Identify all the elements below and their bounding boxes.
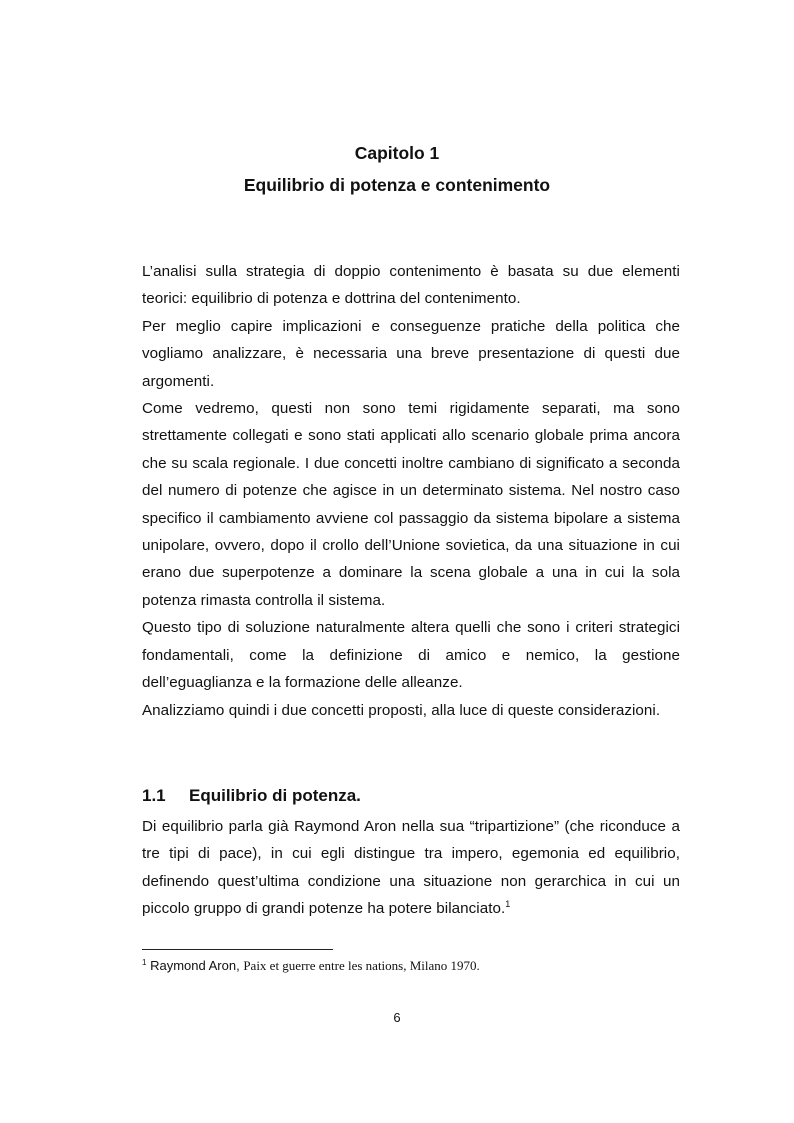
footnote-text: Paix et guerre entre les nations, Milano 1970. bbox=[243, 958, 480, 973]
paragraph: Analizziamo quindi i due concetti proposti, alla luce di queste considerazioni. bbox=[142, 701, 661, 719]
footnote-reference[interactable]: 1 bbox=[505, 899, 511, 910]
footnote-author: Raymond Aron, bbox=[150, 958, 240, 973]
section-number: 1.1 bbox=[142, 786, 166, 805]
paragraph: L’analisi sulla strategia di doppio contenimento è basata su due elementi teorici: equilibrio di potenza e dottrina del contenimento. bbox=[142, 263, 680, 308]
section-text bbox=[142, 813, 680, 923]
page-number: 6 bbox=[393, 1010, 401, 1025]
chapter-title: Equilibrio di potenza e contenimento bbox=[243, 175, 551, 195]
footnote-separator bbox=[142, 949, 333, 950]
intro-text bbox=[142, 258, 680, 724]
paragraph: Questo tipo di soluzione naturalmente altera quelli che sono i criteri strategici fondamentali, come la definizione di amico e nemico, la gestione dell’eguaglianza e la formazione delle alleanze. bbox=[142, 619, 680, 692]
paragraph: Come vedremo, questi non sono temi rigidamente separati, ma sono strettamente collegati e sono stati applicati allo scenario globale prima ancora che su scala regionale. I due concetti inoltre cambiano di significato a seconda del numero di potenze che agisce in un determinato sistema. Nel nostro caso specifico il cambiamento avviene col passaggio da sistema bipolare a sistema unipolare, ovvero, dopo il crollo dell’Unione sovietica, da una situazione in cui erano due superpotenze a dominare la scena globale a una in cui la sola potenza rimasta controlla il sistema. bbox=[142, 400, 680, 609]
paragraph: Per meglio capire implicazioni e conseguenze pratiche della politica che vogliamo analizzare, è necessaria una breve presentazione di questi due argomenti. bbox=[142, 317, 680, 390]
section-heading bbox=[142, 784, 361, 808]
chapter-label: Capitolo 1 bbox=[354, 143, 440, 163]
section-paragraph: Di equilibrio parla già Raymond Aron nella sua “tripartizione” (che riconduce a tre tipi di pace), in cui egli distingue tra impero, egemonia ed equilibrio, definendo quest’ultima condizione una situazione non gerarchica in cui un piccolo gruppo di grandi potenze ha potere bilanciato. bbox=[142, 818, 680, 918]
footnote-marker: 1 bbox=[142, 958, 147, 967]
footnote bbox=[142, 957, 480, 975]
section-title: Equilibrio di potenza. bbox=[189, 786, 361, 805]
paragraph bbox=[142, 813, 680, 923]
